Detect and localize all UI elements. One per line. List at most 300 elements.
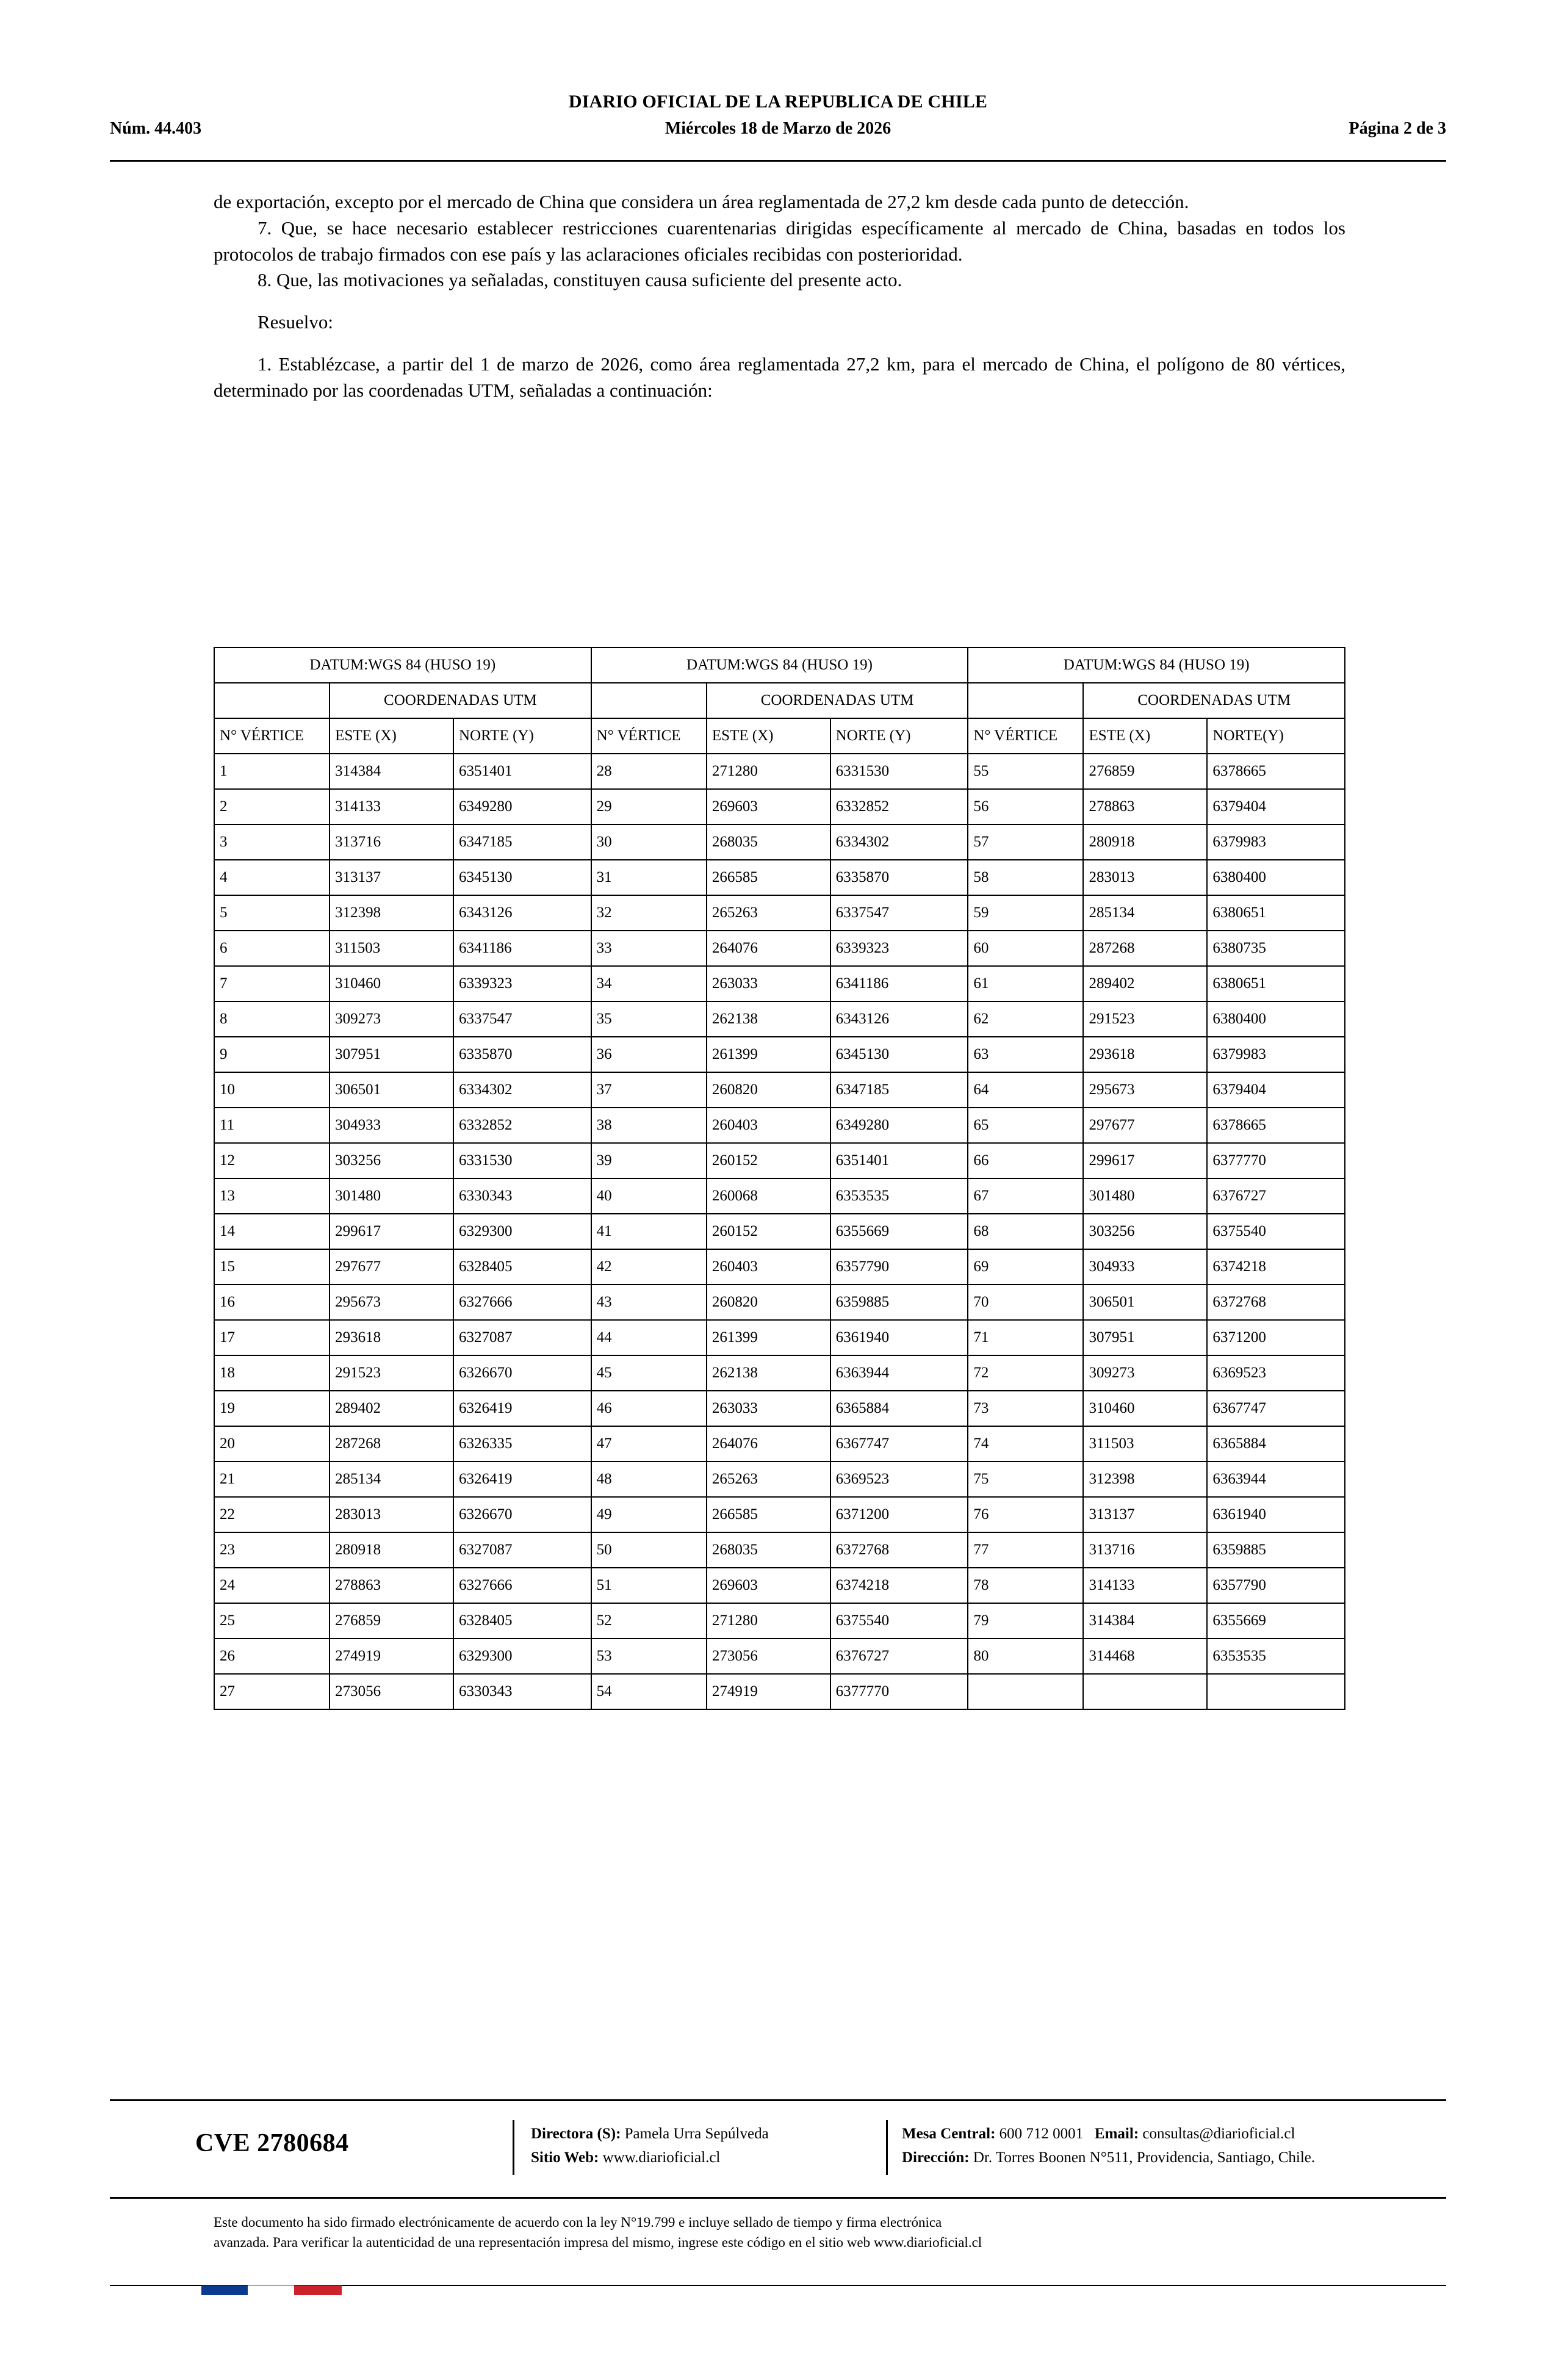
este-value: 269603: [707, 789, 830, 824]
este-value: 289402: [330, 1391, 453, 1426]
footer-contact-right: [902, 2122, 1315, 2170]
este-value: 314384: [1083, 1603, 1207, 1639]
vertice-index: 55: [968, 754, 1083, 789]
datum-header-2: DATUM:WGS 84 (HUSO 19): [591, 647, 968, 683]
table-row: [214, 1320, 1345, 1355]
column-header-vertice-3: N° VÉRTICE: [968, 718, 1083, 754]
vertice-index: 19: [214, 1391, 330, 1426]
table-row: [214, 1178, 1345, 1214]
vertice-index: 67: [968, 1178, 1083, 1214]
este-value: 303256: [330, 1143, 453, 1178]
vertice-index: 72: [968, 1355, 1083, 1391]
table-row: [214, 1568, 1345, 1603]
table-row: [214, 1001, 1345, 1037]
este-value: 295673: [330, 1285, 453, 1320]
norte-value: 6339323: [453, 966, 591, 1001]
header-meta-row: [110, 119, 1446, 141]
norte-value: 6369523: [830, 1462, 968, 1497]
este-value: 260820: [707, 1285, 830, 1320]
norte-value: 6371200: [1207, 1320, 1345, 1355]
norte-value: 6332852: [453, 1108, 591, 1143]
vertice-index: 37: [591, 1072, 707, 1108]
chile-flag-stripe: [201, 2285, 342, 2295]
vertice-index: 28: [591, 754, 707, 789]
norte-value: 6343126: [453, 895, 591, 931]
norte-value: 6369523: [1207, 1355, 1345, 1391]
norte-value: 6327666: [453, 1568, 591, 1603]
footer-mesa-value: 600 712 0001: [995, 2126, 1084, 2142]
footer-divider-bottom: [110, 2197, 1446, 2199]
este-value: 307951: [1083, 1320, 1207, 1355]
table-row: [214, 1143, 1345, 1178]
este-value: 287268: [1083, 931, 1207, 966]
utm-table-body: [214, 647, 1345, 1709]
norte-value: 6365884: [830, 1391, 968, 1426]
vertice-index: 45: [591, 1355, 707, 1391]
column-header-este-1: ESTE (X): [330, 718, 453, 754]
vertice-index: 23: [214, 1532, 330, 1568]
vertice-index: 52: [591, 1603, 707, 1639]
este-value: 266585: [707, 860, 830, 895]
footer-direccion-label: Dirección:: [902, 2149, 970, 2166]
este-value: 266585: [707, 1497, 830, 1532]
table-row: [214, 860, 1345, 895]
table-row: [214, 1108, 1345, 1143]
paragraph-8: 8. Que, las motivaciones ya señaladas, constituyen causa suficiente del presente acto.: [258, 269, 902, 291]
vertice-index: 50: [591, 1532, 707, 1568]
norte-value: 6380400: [1207, 1001, 1345, 1037]
legal-line-2: avanzada. Para verificar la autenticidad de una representación impresa del mismo, ingrese este código en el sitio web www.diarioficial.cl: [214, 2235, 982, 2251]
page-footer: [110, 2118, 1446, 2191]
vertice-index: 6: [214, 931, 330, 966]
flag-red-stripe: [294, 2285, 342, 2295]
este-value: 261399: [707, 1037, 830, 1072]
vertice-index: 58: [968, 860, 1083, 895]
column-header-este-3: ESTE (X): [1083, 718, 1207, 754]
este-value: 260403: [707, 1249, 830, 1285]
vertice-index: 70: [968, 1285, 1083, 1320]
vertice-index: 69: [968, 1249, 1083, 1285]
norte-value: 6379404: [1207, 789, 1345, 824]
este-value-empty: [1083, 1674, 1207, 1709]
norte-value: 6377770: [1207, 1143, 1345, 1178]
vertice-index: 29: [591, 789, 707, 824]
este-value: 311503: [1083, 1426, 1207, 1462]
este-value: 285134: [330, 1462, 453, 1497]
norte-value: 6326335: [453, 1426, 591, 1462]
footer-direccion-value: Dr. Torres Boonen N°511, Providencia, Santiago, Chile.: [969, 2149, 1316, 2166]
vertice-index: 79: [968, 1603, 1083, 1639]
este-value: 260403: [707, 1108, 830, 1143]
este-value: 313137: [330, 860, 453, 895]
norte-value: 6361940: [830, 1320, 968, 1355]
este-value: 287268: [330, 1426, 453, 1462]
norte-value: 6379983: [1207, 824, 1345, 860]
este-value: 299617: [330, 1214, 453, 1249]
table-row: [214, 1355, 1345, 1391]
norte-value: 6357790: [830, 1249, 968, 1285]
norte-value: 6351401: [830, 1143, 968, 1178]
table-row: [214, 895, 1345, 931]
este-value: 274919: [330, 1639, 453, 1674]
flag-blue-stripe: [201, 2285, 248, 2295]
vertice-index: 22: [214, 1497, 330, 1532]
vertice-index: 77: [968, 1532, 1083, 1568]
norte-value: 6326670: [453, 1497, 591, 1532]
este-value: 280918: [330, 1532, 453, 1568]
norte-value: 6345130: [830, 1037, 968, 1072]
table-row: [214, 1072, 1345, 1108]
footer-separator-2: [886, 2120, 888, 2175]
vertice-index: 46: [591, 1391, 707, 1426]
vertice-index: 62: [968, 1001, 1083, 1037]
norte-value: 6326419: [453, 1462, 591, 1497]
table-column-header-row: [214, 718, 1345, 754]
este-value: 312398: [1083, 1462, 1207, 1497]
norte-value: 6355669: [1207, 1603, 1345, 1639]
este-value: 291523: [1083, 1001, 1207, 1037]
norte-value: 6334302: [830, 824, 968, 860]
footer-mesa-line: [902, 2122, 1315, 2146]
vertice-index: 14: [214, 1214, 330, 1249]
page-number: Página 2 de 3: [1349, 118, 1446, 138]
norte-value: 6334302: [453, 1072, 591, 1108]
este-value: 276859: [1083, 754, 1207, 789]
utm-coordinates-table-wrapper: [214, 647, 1345, 1710]
vertice-index: 30: [591, 824, 707, 860]
coord-header-blank-1: [214, 683, 330, 718]
norte-value: 6359885: [830, 1285, 968, 1320]
este-value: 289402: [1083, 966, 1207, 1001]
norte-value: 6349280: [453, 789, 591, 824]
header-divider: [110, 160, 1446, 162]
vertice-index: 51: [591, 1568, 707, 1603]
vertice-index: 40: [591, 1178, 707, 1214]
vertice-index: 11: [214, 1108, 330, 1143]
vertice-index: 47: [591, 1426, 707, 1462]
este-value: 310460: [330, 966, 453, 1001]
este-value: 314133: [1083, 1568, 1207, 1603]
este-value: 309273: [330, 1001, 453, 1037]
este-value: 297677: [1083, 1108, 1207, 1143]
norte-value: 6349280: [830, 1108, 968, 1143]
norte-value: 6353535: [830, 1178, 968, 1214]
este-value: 276859: [330, 1603, 453, 1639]
footer-mesa-label: Mesa Central:: [902, 2126, 996, 2142]
vertice-index: 1: [214, 754, 330, 789]
este-value: 301480: [1083, 1178, 1207, 1214]
este-value: 295673: [1083, 1072, 1207, 1108]
document-body: [214, 189, 1345, 403]
este-value: 274919: [707, 1674, 830, 1709]
footer-directora-value: Pamela Urra Sepúlveda: [621, 2126, 769, 2142]
este-value: 303256: [1083, 1214, 1207, 1249]
flag-white-stripe: [248, 2285, 294, 2295]
este-value: 307951: [330, 1037, 453, 1072]
paragraph-7: 7. Que, se hace necesario establecer restricciones cuarentenarias dirigidas específicamente al mercado de China, basadas en todos los protocolos de trabajo firmados con ese país y las aclaraciones oficiales recibidas con posterioridad.: [214, 217, 1345, 265]
este-value: 314133: [330, 789, 453, 824]
este-value: 265263: [707, 895, 830, 931]
coord-header-blank-2: [591, 683, 707, 718]
vertice-index: 41: [591, 1214, 707, 1249]
vertice-index: 8: [214, 1001, 330, 1037]
este-value: 299617: [1083, 1143, 1207, 1178]
vertice-index: 2: [214, 789, 330, 824]
norte-value: 6379404: [1207, 1072, 1345, 1108]
table-coord-header-row: [214, 683, 1345, 718]
norte-value: 6361940: [1207, 1497, 1345, 1532]
norte-value: 6353535: [1207, 1639, 1345, 1674]
este-value: 260152: [707, 1143, 830, 1178]
este-value: 314384: [330, 754, 453, 789]
vertice-index: 64: [968, 1072, 1083, 1108]
vertice-index: 34: [591, 966, 707, 1001]
este-value: 285134: [1083, 895, 1207, 931]
norte-value: 6329300: [453, 1214, 591, 1249]
table-row: [214, 1214, 1345, 1249]
norte-value: 6328405: [453, 1603, 591, 1639]
footer-directora-label: Directora (S):: [531, 2126, 621, 2142]
resolution-heading: Resuelvo:: [258, 311, 333, 333]
vertice-index: 26: [214, 1639, 330, 1674]
table-row: [214, 1532, 1345, 1568]
norte-value: 6379983: [1207, 1037, 1345, 1072]
vertice-index: 38: [591, 1108, 707, 1143]
column-header-vertice-2: N° VÉRTICE: [591, 718, 707, 754]
este-value: 273056: [707, 1639, 830, 1674]
norte-value: 6374218: [1207, 1249, 1345, 1285]
table-row: [214, 1426, 1345, 1462]
este-value: 291523: [330, 1355, 453, 1391]
norte-value: 6363944: [830, 1355, 968, 1391]
vertice-index: 73: [968, 1391, 1083, 1426]
norte-value: 6341186: [830, 966, 968, 1001]
vertice-index: 49: [591, 1497, 707, 1532]
este-value: 271280: [707, 754, 830, 789]
vertice-index: 61: [968, 966, 1083, 1001]
norte-value: 6378665: [1207, 1108, 1345, 1143]
table-row: [214, 789, 1345, 824]
norte-value: 6335870: [830, 860, 968, 895]
norte-value: 6331530: [830, 754, 968, 789]
table-row: [214, 966, 1345, 1001]
legal-line-1: Este documento ha sido firmado electrónicamente de acuerdo con la ley N°19.799 e incluye sellado de tiempo y firma electrónica: [214, 2215, 942, 2230]
norte-value: 6365884: [1207, 1426, 1345, 1462]
coord-header-3: COORDENADAS UTM: [1083, 683, 1345, 718]
vertice-index: 12: [214, 1143, 330, 1178]
este-value: 313716: [1083, 1532, 1207, 1568]
vertice-index: 76: [968, 1497, 1083, 1532]
vertice-index: 31: [591, 860, 707, 895]
vertice-index: 24: [214, 1568, 330, 1603]
este-value: 264076: [707, 931, 830, 966]
este-value: 271280: [707, 1603, 830, 1639]
norte-value-empty: [1207, 1674, 1345, 1709]
este-value: 278863: [330, 1568, 453, 1603]
vertice-index-empty: [968, 1674, 1083, 1709]
norte-value: 6372768: [830, 1532, 968, 1568]
vertice-index: 39: [591, 1143, 707, 1178]
este-value: 304933: [1083, 1249, 1207, 1285]
table-row: [214, 754, 1345, 789]
este-value: 280918: [1083, 824, 1207, 860]
vertice-index: 25: [214, 1603, 330, 1639]
norte-value: 6363944: [1207, 1462, 1345, 1497]
este-value: 262138: [707, 1355, 830, 1391]
paragraph-resolution-1: 1. Establézcase, a partir del 1 de marzo de 2026, como área reglamentada 27,2 km, para el mercado de China, el polígono de 80 vértices, determinado por las coordenadas UTM, señaladas a continuación:: [214, 353, 1345, 401]
norte-value: 6335870: [453, 1037, 591, 1072]
table-row: [214, 1037, 1345, 1072]
norte-value: 6357790: [1207, 1568, 1345, 1603]
vertice-index: 54: [591, 1674, 707, 1709]
vertice-index: 56: [968, 789, 1083, 824]
footer-divider-top: [110, 2099, 1446, 2101]
footer-email-label: Email:: [1094, 2126, 1139, 2142]
este-value: 261399: [707, 1320, 830, 1355]
table-row: [214, 1462, 1345, 1497]
este-value: 314468: [1083, 1639, 1207, 1674]
este-value: 264076: [707, 1426, 830, 1462]
norte-value: 6326670: [453, 1355, 591, 1391]
este-value: 293618: [1083, 1037, 1207, 1072]
table-datum-header-row: [214, 647, 1345, 683]
table-row: [214, 1391, 1345, 1426]
norte-value: 6327087: [453, 1532, 591, 1568]
vertice-index: 63: [968, 1037, 1083, 1072]
este-value: 309273: [1083, 1355, 1207, 1391]
table-row: [214, 1603, 1345, 1639]
table-row: [214, 1285, 1345, 1320]
norte-value: 6339323: [830, 931, 968, 966]
publication-title: DIARIO OFICIAL DE LA REPUBLICA DE CHILE: [568, 92, 988, 112]
este-value: 306501: [330, 1072, 453, 1108]
column-header-norte-3: NORTE(Y): [1207, 718, 1345, 754]
norte-value: 6374218: [830, 1568, 968, 1603]
norte-value: 6375540: [1207, 1214, 1345, 1249]
vertice-index: 71: [968, 1320, 1083, 1355]
vertice-index: 5: [214, 895, 330, 931]
este-value: 283013: [1083, 860, 1207, 895]
vertice-index: 15: [214, 1249, 330, 1285]
este-value: 265263: [707, 1462, 830, 1497]
vertice-index: 78: [968, 1568, 1083, 1603]
norte-value: 6343126: [830, 1001, 968, 1037]
norte-value: 6359885: [1207, 1532, 1345, 1568]
norte-value: 6380400: [1207, 860, 1345, 895]
este-value: 313716: [330, 824, 453, 860]
vertice-index: 53: [591, 1639, 707, 1674]
este-value: 283013: [330, 1497, 453, 1532]
footer-separator-1: [513, 2120, 514, 2175]
coord-header-1: COORDENADAS UTM: [330, 683, 591, 718]
norte-value: 6327666: [453, 1285, 591, 1320]
vertice-index: 74: [968, 1426, 1083, 1462]
paragraph-continuation: de exportación, excepto por el mercado de China que considera un área reglamentada de 27,2 km desde cada punto de detección.: [214, 191, 1189, 212]
norte-value: 6326419: [453, 1391, 591, 1426]
norte-value: 6347185: [453, 824, 591, 860]
datum-header-3: DATUM:WGS 84 (HUSO 19): [968, 647, 1345, 683]
vertice-index: 27: [214, 1674, 330, 1709]
norte-value: 6345130: [453, 860, 591, 895]
vertice-index: 68: [968, 1214, 1083, 1249]
legal-notice: [214, 2212, 1345, 2253]
vertice-index: 66: [968, 1143, 1083, 1178]
vertice-index: 35: [591, 1001, 707, 1037]
table-row: [214, 1249, 1345, 1285]
vertice-index: 10: [214, 1072, 330, 1108]
este-value: 297677: [330, 1249, 453, 1285]
utm-coordinates-table: [214, 647, 1345, 1710]
coord-header-blank-3: [968, 683, 1083, 718]
datum-header-1: DATUM:WGS 84 (HUSO 19): [214, 647, 591, 683]
footer-contact-left: [531, 2122, 769, 2170]
este-value: 306501: [1083, 1285, 1207, 1320]
coord-header-2: COORDENADAS UTM: [707, 683, 968, 718]
norte-value: 6347185: [830, 1072, 968, 1108]
norte-value: 6371200: [830, 1497, 968, 1532]
este-value: 268035: [707, 1532, 830, 1568]
este-value: 304933: [330, 1108, 453, 1143]
norte-value: 6372768: [1207, 1285, 1345, 1320]
este-value: 273056: [330, 1674, 453, 1709]
column-header-vertice-1: N° VÉRTICE: [214, 718, 330, 754]
vertice-index: 36: [591, 1037, 707, 1072]
este-value: 269603: [707, 1568, 830, 1603]
vertice-index: 32: [591, 895, 707, 931]
table-row: [214, 1639, 1345, 1674]
column-header-norte-2: NORTE (Y): [830, 718, 968, 754]
vertice-index: 42: [591, 1249, 707, 1285]
vertice-index: 16: [214, 1285, 330, 1320]
vertice-index: 9: [214, 1037, 330, 1072]
norte-value: 6332852: [830, 789, 968, 824]
norte-value: 6331530: [453, 1143, 591, 1178]
este-value: 260152: [707, 1214, 830, 1249]
vertice-index: 43: [591, 1285, 707, 1320]
este-value: 310460: [1083, 1391, 1207, 1426]
publication-date: Miércoles 18 de Marzo de 2026: [665, 118, 891, 138]
norte-value: 6367747: [830, 1426, 968, 1462]
vertice-index: 4: [214, 860, 330, 895]
norte-value: 6327087: [453, 1320, 591, 1355]
vertice-index: 33: [591, 931, 707, 966]
footer-directora-line: [531, 2122, 769, 2146]
vertice-index: 3: [214, 824, 330, 860]
footer-email-value[interactable]: consultas@diarioficial.cl: [1139, 2126, 1295, 2142]
este-value: 311503: [330, 931, 453, 966]
norte-value: 6377770: [830, 1674, 968, 1709]
footer-sitio-value[interactable]: www.diarioficial.cl: [599, 2149, 721, 2166]
norte-value: 6376727: [1207, 1178, 1345, 1214]
norte-value: 6330343: [453, 1178, 591, 1214]
este-value: 262138: [707, 1001, 830, 1037]
vertice-index: 20: [214, 1426, 330, 1462]
norte-value: 6351401: [453, 754, 591, 789]
vertice-index: 75: [968, 1462, 1083, 1497]
norte-value: 6337547: [453, 1001, 591, 1037]
vertice-index: 59: [968, 895, 1083, 931]
table-row: [214, 1674, 1345, 1709]
norte-value: 6376727: [830, 1639, 968, 1674]
column-header-norte-1: NORTE (Y): [453, 718, 591, 754]
este-value: 312398: [330, 895, 453, 931]
norte-value: 6330343: [453, 1674, 591, 1709]
norte-value: 6329300: [453, 1639, 591, 1674]
este-value: 301480: [330, 1178, 453, 1214]
vertice-index: 7: [214, 966, 330, 1001]
este-value: 293618: [330, 1320, 453, 1355]
footer-sitio-label: Sitio Web:: [531, 2149, 599, 2166]
